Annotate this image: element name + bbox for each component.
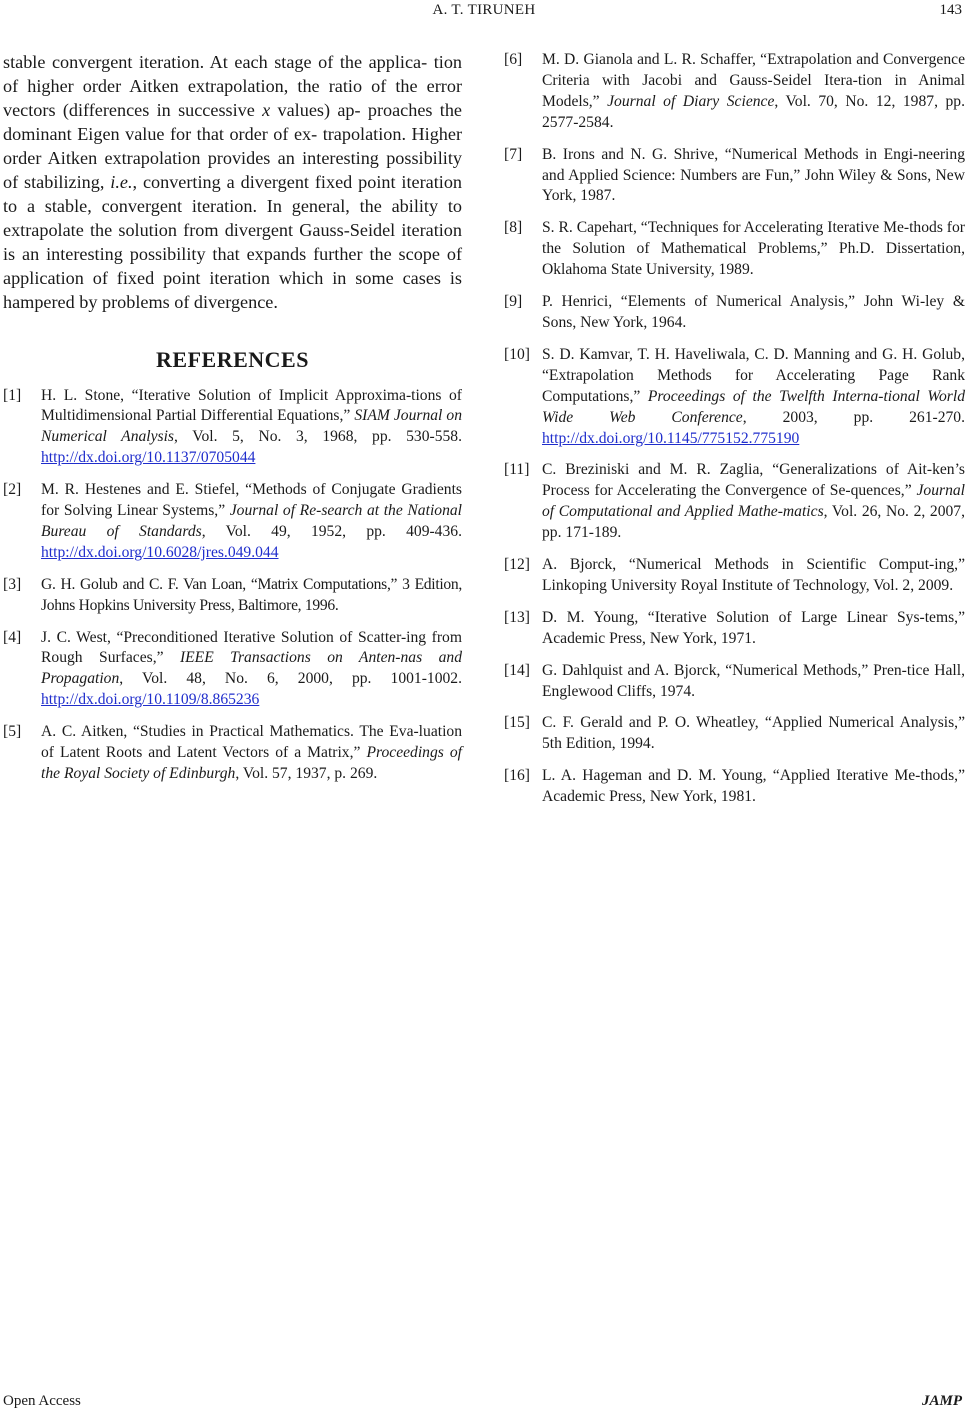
- reference-number: [1]: [3, 386, 22, 404]
- reference-item: [504, 50, 965, 134]
- reference-number: [8]: [504, 219, 523, 237]
- body-line: trapolation. Higher order Aitken extrapolation provides: [3, 124, 463, 169]
- doi-link[interactable]: http://dx.doi.org/10.1145/775152.775190: [542, 429, 800, 447]
- reference-number: [11]: [504, 461, 530, 479]
- reference-text: A. Bjorck, “Numerical Methods in Scientific Comput-ing,” Linkoping University Royal Institute of Technology, Vol. 2, 2009.: [542, 556, 965, 594]
- journal-title: Proceedings of the Twelfth Interna-tional World Wide Web Conference: [542, 387, 965, 426]
- journal-title: Journal of Re-search at the National Bureau of Standards: [41, 502, 462, 540]
- references-list-left: [3, 386, 462, 785]
- body-line: by problems of divergence.: [79, 292, 278, 313]
- body-line: tion of higher order Aitken extrapolation, the ratio of the: [3, 52, 463, 97]
- body-line: possibility that expands further the scope of application: [3, 244, 463, 289]
- reference-text: G. Dahlquist and A. Bjorck, “Numerical Methods,” Pren-tice Hall, Englewood Cliffs, 1974.: [542, 661, 965, 700]
- reference-text: D. M. Young, “Iterative Solution of Large Linear Sys-tems,” Academic Press, New York, 1971.: [542, 608, 965, 647]
- reference-item: [504, 661, 965, 703]
- reference-number: [12]: [504, 556, 530, 574]
- journal-title: Proceedings of the Royal Society of Edinburgh: [41, 744, 462, 783]
- reference-number: [6]: [504, 51, 523, 68]
- reference-text: B. Irons and N. G. Shrive, “Numerical Methods in Engi-neering and Applied Science: Numbers are Fun,” John Wiley & Sons, New York, 1987.: [542, 145, 965, 205]
- body-line: iteration. In general, the ability to extrapolate the solution: [3, 196, 463, 241]
- reference-text: A. C. Aitken, “Studies in Practical Mathematics. The Eva-luation of Latent Roots and Latent Vectors of a Matrix,” Proceedings of the Royal Society of Edinburgh, Vol. 57, 1937, p. 269.: [41, 723, 462, 783]
- footer-open-access: Open Access: [3, 1393, 81, 1409]
- reference-number: [2]: [3, 481, 22, 499]
- body-line: divergent fixed point iteration to a stable, convergent: [3, 172, 463, 217]
- body-line: stable convergent iteration. At each stage of the applica-: [3, 52, 428, 72]
- conclusion-paragraph: [3, 50, 462, 315]
- reference-number: [14]: [504, 661, 530, 679]
- body-line: proaches the dominant Eigen value for that order of ex-: [3, 100, 462, 145]
- doi-link[interactable]: http://dx.doi.org/10.1137/0705044: [41, 449, 256, 467]
- reference-number: [16]: [504, 767, 530, 785]
- reference-text: P. Henrici, “Elements of Numerical Analysis,” John Wi-ley & Sons, New York, 1964.: [542, 293, 965, 331]
- reference-text: C. F. Gerald and P. O. Wheatley, “Applied Numerical Analysis,” 5th Edition, 1994.: [542, 714, 965, 753]
- reference-number: [15]: [504, 714, 530, 732]
- journal-title: IEEE Transactions on Anten-nas and Propagation: [41, 649, 462, 688]
- reference-item: [504, 555, 965, 597]
- body-line: an interesting possibility of stabilizing, i.e., converting a: [3, 148, 462, 193]
- right-column: [504, 50, 965, 808]
- reference-text: L. A. Hageman and D. M. Young, “Applied Iterative Me-thods,” Academic Press, New York, 1981.: [542, 767, 965, 806]
- page-number: 143: [939, 2, 962, 18]
- reference-number: [13]: [504, 608, 530, 626]
- reference-text: M. D. Gianola and L. R. Schaffer, “Extrapolation and Convergence Criteria with Jacobi and Gauss-Seidel Itera-tion in Animal Models,” Journal of Diary Science, Vol. 70, No. 12, 1987, pp. 2577-2584.: [542, 51, 965, 131]
- reference-item: [3, 722, 462, 785]
- journal-title: SIAM Journal on Numerical Analysis: [41, 407, 463, 446]
- reference-number: [7]: [504, 145, 523, 163]
- body-line: error vectors (differences in successive x values) ap-: [3, 76, 463, 121]
- reference-item: [3, 386, 462, 470]
- references-list-right: [504, 50, 965, 808]
- left-column: [3, 50, 462, 785]
- running-header-author: A. T. TIRUNEH: [432, 2, 536, 18]
- reference-number: [5]: [3, 723, 22, 741]
- reference-text: J. C. West, “Preconditioned Iterative Solution of Scatter-ing from Rough Surfaces,” IEEE Transactions on Anten-nas and Propagation, Vol. 48, No. 6, 2000, pp. 1001-1002. http://dx.doi.org/10.1109/8.865236: [41, 628, 462, 709]
- reference-text: S. D. Kamvar, T. H. Haveliwala, C. D. Manning and G. H. Golub, “Extrapolation Methods for Accelerating Page Rank Computations,” Proceedings of the Twelfth Interna-tional World Wide Web Conference, 2003, pp. 261-270. http://dx.doi.org/10.1145/775152.775190: [542, 345, 965, 447]
- reference-text: M. R. Hestenes and E. Stiefel, “Methods of Conjugate Gradients for Solving Linear Systems,” Journal of Re-search at the National Bureau of Standards, Vol. 49, 1952, pp. 409-436. http://dx.doi.org/10.6028/jres.049.044: [41, 481, 462, 561]
- reference-text: S. R. Capehart, “Techniques for Accelerating Iterative Me-thods for the Solution of Mathematical Problems,” Ph.D. Dissertation, Oklahoma State University, 1989.: [542, 219, 965, 279]
- reference-number: [9]: [504, 293, 523, 311]
- reference-item: [504, 145, 965, 208]
- reference-item: [3, 628, 462, 712]
- reference-item: [3, 575, 462, 617]
- body-line: of fixed point iteration which in some cases is hampered: [3, 268, 463, 313]
- reference-item: [504, 713, 965, 755]
- reference-item: [504, 345, 965, 450]
- doi-link[interactable]: http://dx.doi.org/10.1109/8.865236: [41, 691, 260, 709]
- reference-text: H. L. Stone, “Iterative Solution of Implicit Approxima-tions of Multidimensional Partial Differential Equations,” SIAM Journal on Numerical Analysis, Vol. 5, No. 3, 1968, pp. 530-558. http://dx.doi.org/10.1137/0705044: [41, 386, 463, 467]
- reference-text: C. Breziniski and M. R. Zaglia, “Generalizations of Ait-ken’s Process for Accelerating the Convergence of Se-quences,” Journal of Computational and Applied Mathe-matics, Vol. 26, No. 2, 2007, pp. 171-189.: [542, 461, 965, 542]
- body-line: from divergent Gauss-Seidel iteration is an interesting: [3, 220, 462, 265]
- reference-item: [3, 480, 462, 564]
- reference-item: [504, 608, 965, 650]
- reference-number: [3]: [3, 575, 22, 593]
- footer-journal-abbrev: JAMP: [921, 1393, 962, 1409]
- reference-number: [10]: [504, 345, 530, 363]
- reference-item: [504, 292, 965, 334]
- reference-item: [504, 766, 965, 808]
- journal-title: Journal of Computational and Applied Mathe-matics: [542, 482, 965, 521]
- reference-item: [504, 218, 965, 281]
- reference-number: [4]: [3, 628, 22, 646]
- journal-title: Journal of Diary Science: [607, 92, 775, 110]
- reference-text: G. H. Golub and C. F. Van Loan, “Matrix Computations,” 3 Edition, Johns Hopkins University Press, Baltimore, 1996.: [41, 575, 462, 614]
- doi-link[interactable]: http://dx.doi.org/10.6028/jres.049.044: [41, 543, 279, 561]
- reference-item: [504, 460, 965, 544]
- references-heading: REFERENCES: [156, 346, 309, 372]
